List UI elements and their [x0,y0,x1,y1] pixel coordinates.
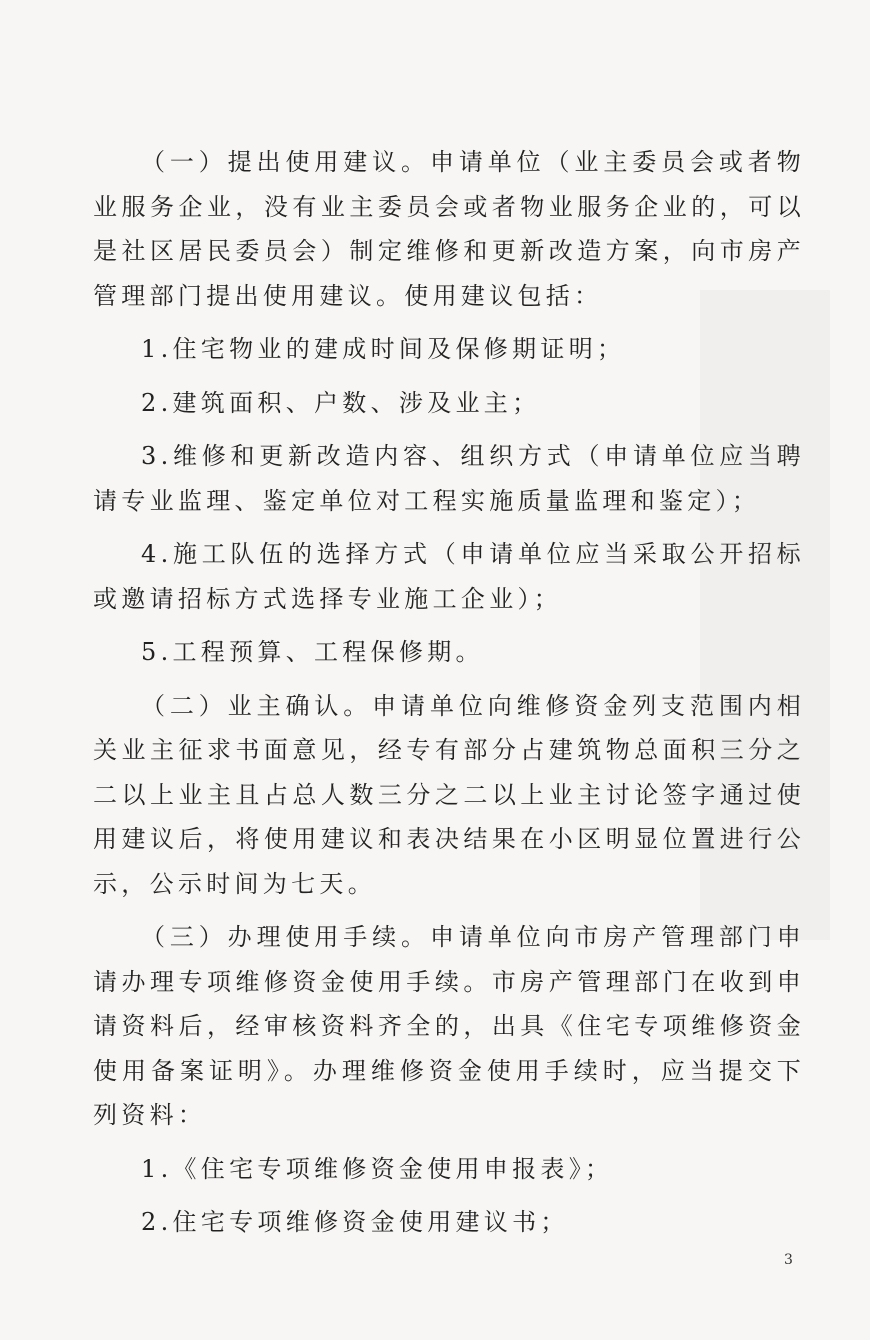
list-item-completion-time: 1.住宅物业的建成时间及保修期证明； [141,335,626,363]
list-item-construction-team: 4.施工队伍的选择方式（申请单位应当采取公开招标或邀请招标方式选择专业施工企业）； [93,540,805,613]
list-item-renovation-content: 3.维修和更新改造内容、组织方式（申请单位应当聘请专业监理、鉴定单位对工程实施质量监理和鉴定）； [93,442,805,515]
body-text [93,140,805,1245]
paragraph-procedures: （三）办理使用手续。申请单位向市房产管理部门申请办理专项维修资金使用手续。市房产管理部门在收到申请资料后，经审核资料齐全的，出具《住宅专项维修资金使用备案证明》。办理维修资金使用手续时，应当提交下列资料： [93,923,805,1129]
paragraph-owner-confirmation: （二）业主确认。申请单位向维修资金列支范围内相关业主征求书面意见，经专有部分占建筑物总面积三分之二以上业主且占总人数三分之二以上业主讨论签字通过使用建议后，将使用建议和表决结果在小区明显位置进行公示，公示时间为七天。 [93,691,805,898]
list-item-application-form: 1.《住宅专项维修资金使用申报表》； [141,1154,614,1183]
list-item-budget: 5.工程预算、工程保修期。 [141,638,484,666]
list-item-proposal: 2.住宅专项维修资金使用建议书； [141,1208,569,1236]
list-item-building-area: 2.建筑面积、户数、涉及业主； [141,388,541,417]
page-number: 3 [784,1252,793,1268]
paragraph-propose-use: （一）提出使用建议。申请单位（业主委员会或者物业服务企业，没有业主委员会或者物业服务企业的，可以是社区居民委员会）制定维修和更新改造方案，向市房产管理部门提出使用建议。使用建议包括： [93,148,805,310]
